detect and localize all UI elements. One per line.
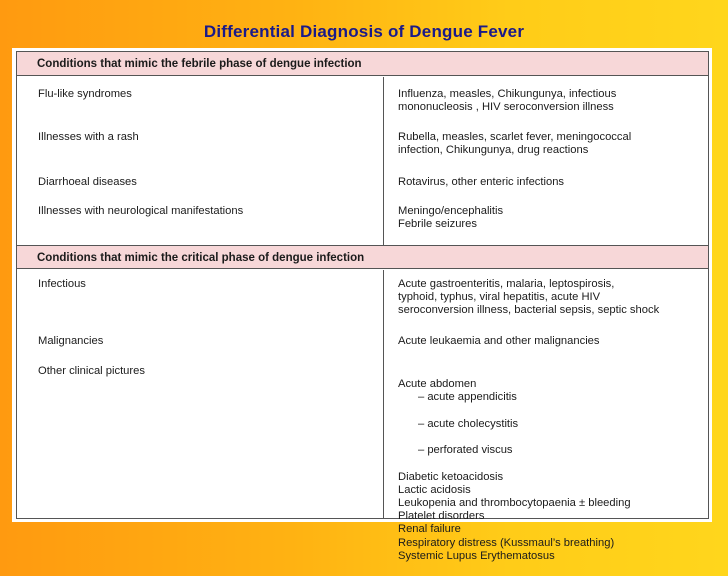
- row-label-diarrhoeal: Diarrhoeal diseases: [38, 176, 137, 188]
- row-label-infectious: Infectious: [38, 278, 86, 290]
- row-value-rash: Rubella, measles, scarlet fever, meningococcal infection, Chikungunya, drug reactions: [398, 131, 632, 157]
- slide-title: Differential Diagnosis of Dengue Fever: [203, 22, 525, 41]
- section-header-febrile: Conditions that mimic the febrile phase of dengue infection: [17, 52, 708, 76]
- subitem-appendicitis: – acute appendicitis: [418, 391, 517, 404]
- row-value-infectious: Acute gastroenteritis, malaria, leptospirosis, typhoid, typhus, viral hepatitis, acute HIV seroconversion illness, bacterial sepsis, septic shock: [398, 278, 660, 317]
- column-divider: [383, 270, 384, 518]
- column-divider: [383, 77, 384, 245]
- subitem-perforated-viscus: – perforated viscus: [418, 444, 513, 457]
- table-panel: [12, 48, 712, 562]
- row-value-other-clinical: [398, 365, 703, 576]
- acute-abdomen-text: Acute abdomen: [398, 378, 477, 391]
- row-label-neurological: Illnesses with neurological manifestations: [38, 205, 244, 217]
- subitem-cholecystitis: – acute cholecystitis: [418, 417, 519, 430]
- row-label-flu-like: Flu-like syndromes: [38, 88, 132, 100]
- row-value-neurological: Meningo/encephalitis Febrile seizures: [398, 205, 504, 231]
- row-label-other-clinical: Other clinical pictures: [38, 365, 145, 377]
- row-label-malignancies: Malignancies: [38, 335, 104, 347]
- other-conditions-list: Diabetic ketoacidosis Lactic acidosis Leukopenia and thrombocytopaenia ± bleeding Platelet disorders Renal failure Respiratory distress (Kussmaul’s breathing) Systemic Lupus Erythematosus: [398, 470, 631, 562]
- row-label-rash: Illnesses with a rash: [38, 131, 139, 143]
- row-value-malignancies: Acute leukaemia and other malignancies: [398, 335, 600, 347]
- differential-table: [16, 51, 709, 562]
- row-value-diarrhoeal: Rotavirus, other enteric infections: [398, 176, 565, 188]
- row-value-flu-like: Influenza, measles, Chikungunya, infectious mononucleosis , HIV seroconversion illness: [398, 88, 617, 114]
- section-header-critical: Conditions that mimic the critical phase of dengue infection: [17, 245, 708, 269]
